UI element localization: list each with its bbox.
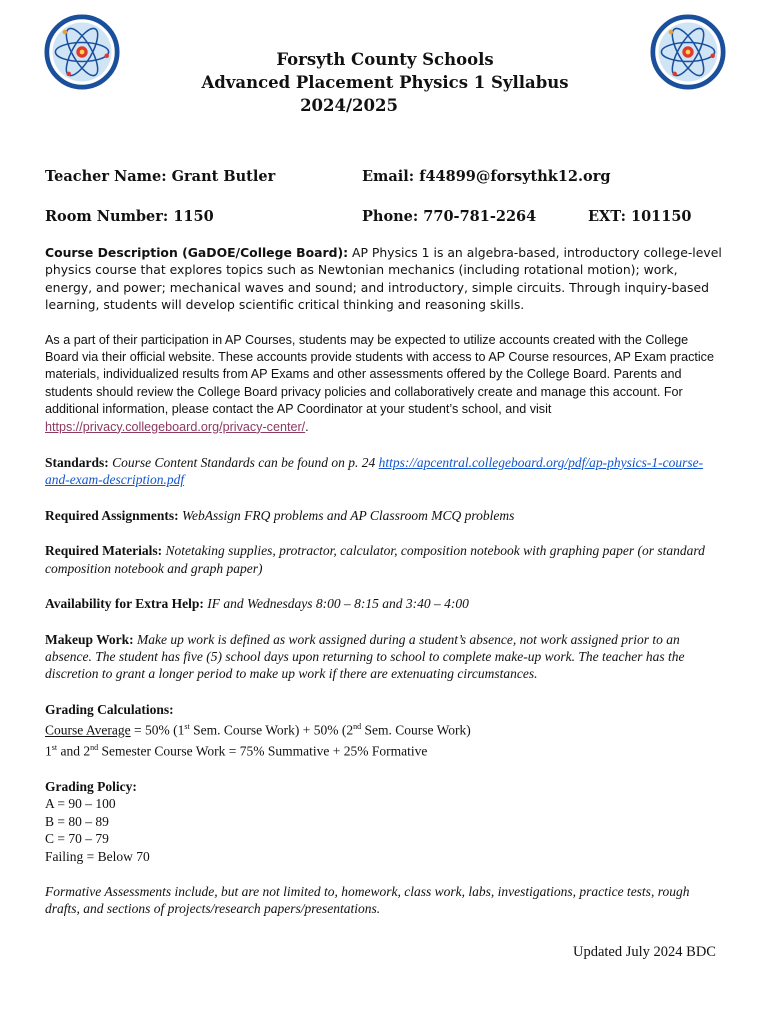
makeup-work [45,631,725,683]
formative-note: Formative Assessments include, but are not limited to, homework, class work, labs, investigations, practice tests, rough drafts, and sections of projects/research papers/presentations. [45,883,690,917]
semester-work-text: 1 [45,743,52,759]
semester-work-text: Semester Course Work = 75% Summative + 25% Formative [98,743,428,759]
ordinal-suffix: st [51,743,58,753]
extra-help [45,595,725,612]
grade-item: A = 90 – 100 [45,796,116,812]
required-materials-text: Notetaking supplies, protractor, calculator, composition notebook with graphing paper (or standard composition notebook and graph paper) [45,543,705,576]
course-description-label: Course Description (GaDOE/College Board): [45,245,349,260]
phone-number: Phone: 770-781-2264 [362,208,537,225]
course-average-label: Course Average [45,722,131,738]
course-description [45,244,725,314]
syllabus-body [45,244,725,936]
course-average-text: = 50% (1 [130,722,185,738]
room-number: Room Number: 1150 [45,208,214,225]
course-average-text: Sem. Course Work) [361,722,471,738]
district-name: Forsyth County Schools [276,50,494,69]
grading-calculations [45,701,725,760]
grade-item: Failing = Below 70 [45,848,150,864]
standards-label: Standards: [45,455,109,471]
updated-note: Updated July 2024 BDC [573,944,716,960]
school-year: 2024/2025 [300,96,398,115]
required-assignments-text: WebAssign FRQ problems and AP Classroom MCQ problems [178,507,515,523]
grade-item: C = 70 – 79 [45,831,109,847]
standards-text: Course Content Standards can be found on p. 24 [108,455,379,471]
grading-policy [45,778,725,865]
makeup-work-text: Make up work is defined as work assigned during a student’s absence, not work assigned prior to an absence. The student has five (5) school days upon returning to school to complete make-up work. The teacher has the discretion to grant a longer period to make up work if there are extenuating circumstances. [45,631,685,682]
phone-extension: EXT: 101150 [588,208,692,225]
required-assignments [45,507,725,524]
required-assignments-label: Required Assignments: [45,507,179,523]
college-board-end: . [305,419,309,434]
grade-item: B = 80 – 89 [45,813,109,829]
makeup-work-label: Makeup Work: [45,631,134,647]
ordinal-suffix: nd [90,743,99,753]
semester-work-text: and 2 [57,743,91,759]
teacher-email: Email: f44899@forsythk12.org [362,168,611,185]
ced-pdf-link[interactable]: https://apcentral.collegeboard.org/pdf/ap-physics-1-course-and-exam-description.pdf [45,455,704,488]
page-title [0,48,770,117]
course-average-text: Sem. Course Work) + 50% (2 [189,722,354,738]
college-board-text: As a part of their participation in AP Courses, students may be expected to utilize accounts created with the College Board via their official website. These accounts provide students with access to AP Course resources, AP Exam practice materials, individualized results from AP Exams and other assessments offered by the College Board. Parents and students should review the College Board privacy policies and collaboratively create and manage this account. For additional information, please contact the AP Coordinator at your student’s school, and visit [45,332,714,417]
teacher-name: Teacher Name: Grant Butler [45,168,276,185]
required-materials [45,542,725,577]
ordinal-suffix: st [184,722,190,732]
course-description-text: AP Physics 1 is an algebra-based, introductory college-level physics course that explores topics such as Newtonian mechanics (including rotational motion); work, energy, and power; mechanical waves and sound; and introductory, simple circuits. Through inquiry-based learning, students will develop scientific critical thinking and reasoning skills. [45,245,722,313]
standards-section [45,454,725,489]
extra-help-text: IF and Wednesdays 8:00 – 8:15 and 3:40 – 4:00 [203,596,469,612]
extra-help-label: Availability for Extra Help: [45,596,204,612]
privacy-center-link[interactable]: https://privacy.collegeboard.org/privacy-center/ [45,419,306,434]
grading-policy-label: Grading Policy: [45,778,137,794]
required-materials-label: Required Materials: [45,543,163,559]
course-title: Advanced Placement Physics 1 Syllabus [201,73,569,92]
ordinal-suffix: nd [353,722,362,732]
college-board-notice [45,332,725,436]
grading-calculations-label: Grading Calculations: [45,701,174,717]
